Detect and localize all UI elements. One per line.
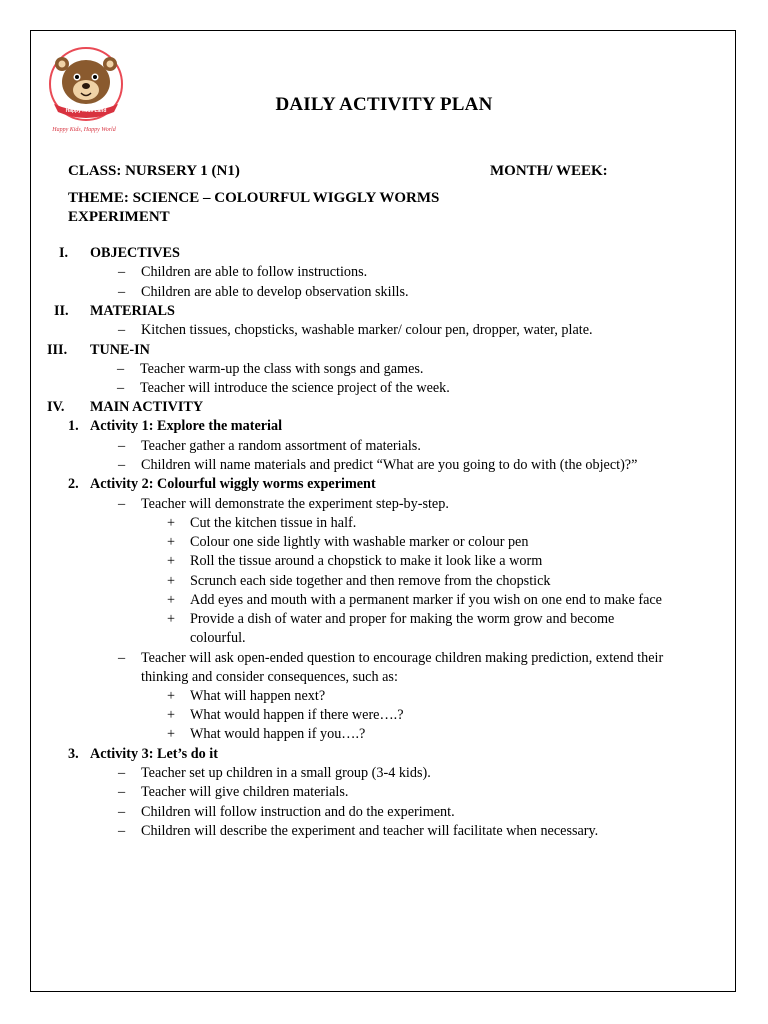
experiment-step: Cut the kitchen tissue in half. [190,515,357,531]
activity-2-item-continuation: thinking and consider consequences, such as: [141,669,398,685]
dash-marker: – [118,264,126,280]
section-numeral-tune-in: III. [47,342,68,358]
plus-marker: + [167,592,176,608]
dash-marker: – [117,361,125,377]
section-numeral-materials: II. [54,303,69,319]
experiment-step: Add eyes and mouth with a permanent marker if you wish on one end to make face [190,592,662,608]
logo-badge-text: Happy Kids Land [65,108,107,114]
material-item: Kitchen tissues, chopsticks, washable marker/ colour pen, dropper, water, plate. [141,322,593,338]
dash-marker: – [118,457,126,473]
dash-marker: – [118,784,126,800]
dash-marker: – [118,765,126,781]
activity-3-item: Teacher set up children in a small group (3-4 kids). [141,765,431,781]
plus-marker: + [167,688,176,704]
objective-item: Children are able to follow instructions. [141,264,368,280]
school-logo [44,44,128,136]
activity-1-title: Activity 1: Explore the material [90,418,283,434]
plus-marker: + [167,515,176,531]
dash-marker: – [118,823,126,839]
tune-in-item: Teacher warm-up the class with songs and games. [140,361,424,377]
plus-marker: + [167,726,176,742]
objective-item: Children are able to develop observation skills. [141,284,409,300]
dash-marker: – [118,322,126,338]
section-numeral-objectives: I. [59,245,69,261]
plus-marker: + [167,573,176,589]
activity-3-title: Activity 3: Let’s do it [90,746,218,762]
theme-line-1: THEME: SCIENCE – COLOURFUL WIGGLY WORMS [68,190,440,206]
dash-marker: – [118,804,126,820]
prediction-question: What will happen next? [190,688,326,704]
section-heading-materials: MATERIALS [90,303,175,319]
experiment-step: Scrunch each side together and then remove from the chopstick [190,573,551,589]
dash-marker: – [118,284,126,300]
section-numeral-main-activity: IV. [47,399,65,415]
tune-in-item: Teacher will introduce the science project of the week. [140,380,450,396]
month-week-label: MONTH/ WEEK: [490,163,608,179]
dash-marker: – [118,650,126,666]
plus-marker: + [167,707,176,723]
prediction-question: What would happen if there were….? [190,707,404,723]
section-heading-main-activity: MAIN ACTIVITY [90,399,204,415]
activity-2-item: Teacher will demonstrate the experiment step-by-step. [141,496,449,512]
activity-3-number: 3. [68,746,79,762]
section-heading-tune-in: TUNE-IN [90,342,150,358]
dash-marker: – [117,380,125,396]
prediction-question: What would happen if you….? [190,726,366,742]
activity-2-item: Teacher will ask open-ended question to encourage children making prediction, extend their [141,650,664,666]
plus-marker: + [167,611,176,627]
section-heading-objectives: OBJECTIVES [90,245,180,261]
activity-3-item: Children will follow instruction and do the experiment. [141,804,455,820]
class-label: CLASS: NURSERY 1 (N1) [68,163,240,179]
experiment-step: Roll the tissue around a chopstick to make it look like a worm [190,553,543,569]
plus-marker: + [167,534,176,550]
experiment-step-continuation: colourful. [190,630,246,646]
experiment-step: Colour one side lightly with washable marker or colour pen [190,534,529,550]
document-title: DAILY ACTIVITY PLAN [275,94,493,115]
experiment-step: Provide a dish of water and proper for making the worm grow and become [190,611,615,627]
activity-1-item: Teacher gather a random assortment of materials. [141,438,421,454]
dash-marker: – [118,438,126,454]
activity-2-number: 2. [68,476,79,492]
activity-1-item: Children will name materials and predict “What are you going to do with (the object)?” [141,457,638,473]
activity-3-item: Children will describe the experiment and teacher will facilitate when necessary. [141,823,599,839]
theme-line-2: EXPERIMENT [68,209,170,225]
bear-logo-icon [44,44,128,136]
logo-tagline: Happy Kids, Happy World [52,127,116,133]
activity-3-item: Teacher will give children materials. [141,784,349,800]
plus-marker: + [167,553,176,569]
activity-1-number: 1. [68,418,79,434]
activity-2-title: Activity 2: Colourful wiggly worms experiment [90,476,376,492]
dash-marker: – [118,496,126,512]
